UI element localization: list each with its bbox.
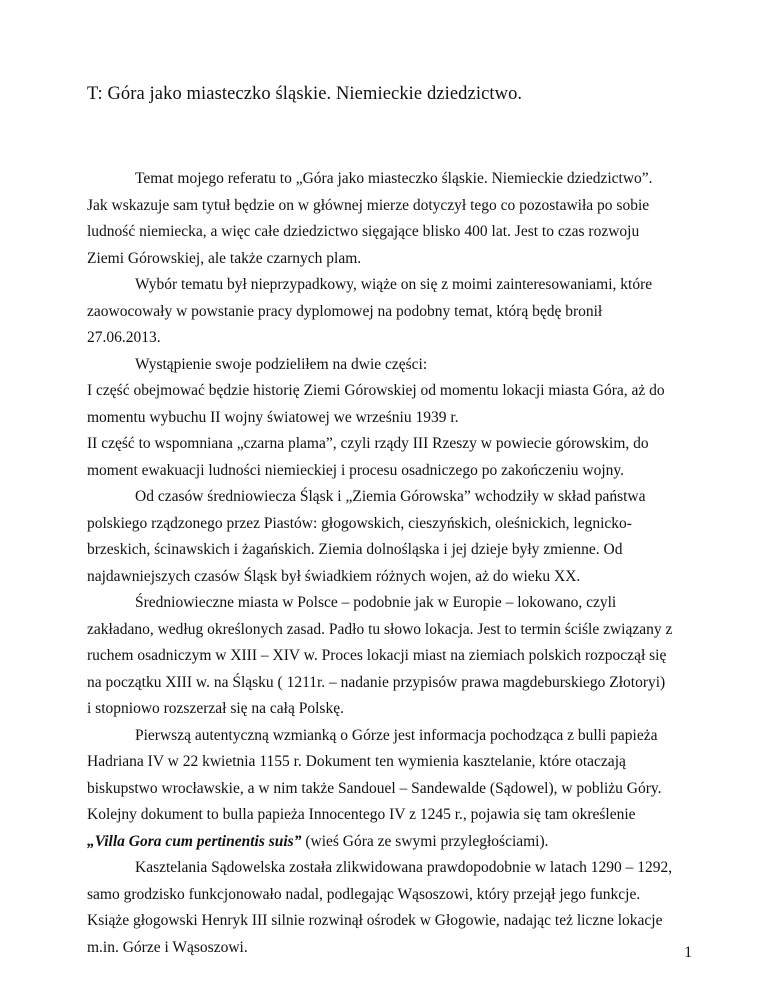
text-line: Kolejny dokument to bulla papieża Innocentego IV z 1245 r., pojawia się tam określenie [87,806,636,823]
text-line: ludność niemiecka, a więc całe dziedzictwo sięgające blisko 400 lat. Jest to czas rozwoju [87,223,640,240]
text-line: momentu wybuchu II wojny światowej we wrześniu 1939 r. [87,408,459,426]
text-line: polskiego rządzonego przez Piastów: głogowskich, cieszyńskich, oleśnickich, legnicko- [87,514,632,532]
page-number: 1 [684,944,692,961]
text-line: ruchem osadniczym w XIII – XIV w. Proces lokacji miast na ziemiach polskich rozpoczął się [87,647,667,664]
text-line: Jak wskazuje sam tytuł będzie on w głównej mierze dotyczył tego co pozostawiła po sobie [87,196,650,214]
text-line: m.in. Górze i Wąsoszowi. [87,938,248,956]
quote-translation: (wieś Góra ze swymi przyległościami). [301,832,549,850]
paragraph-first-mention [87,723,687,856]
text-line: Wystąpienie swoje podzieliłem na dwie części: [135,355,428,373]
document-title: T: Góra jako miasteczko śląskie. Niemieckie dziedzictwo. [87,84,523,104]
text-line [87,829,687,856]
text-line: moment ewakuacji ludności niemieckiej i procesu osadniczego po zakończeniu wojny. [87,461,625,479]
text-line: i stopniowo rozszerzał się na całą Polskę. [87,700,344,717]
text-line: II część to wspomniana „czarna plama”, czyli rządy III Rzeszy w powiecie górowskim, do [87,435,649,452]
text-line: I część obejmować będzie historię Ziemi Górowskiej od momentu lokacji miasta Góra, aż do [87,382,665,399]
text-line: Hadriana IV w 22 kwietnia 1155 r. Dokument ten wymienia kasztelanie, które otaczają [87,753,626,770]
text-line: brzeskich, ścinawskich i żagańskich. Ziemia dolnośląska i jej dzieje były zmienne. Od [87,541,623,558]
paragraph-location [87,590,687,723]
text-line: Kasztelania Sądowelska została zlikwidowana prawdopodobnie w latach 1290 – 1292, [135,859,673,876]
text-line: na początku XIII w. na Śląsku ( 1211r. – nadanie przypisów prawa magdeburskiego Złotoryi) [87,673,666,691]
text-line: Wybór tematu był nieprzypadkowy, wiąże on się z moimi zainteresowaniami, które [135,276,653,293]
document-body [87,166,687,961]
text-line: Od czasów średniowiecza Śląsk i „Ziemia Górowska” wchodziły w skład państwa [135,488,646,505]
text-line: najdawniejszych czasów Śląsk był świadkiem różnych wojen, aż do wieku XX. [87,567,581,585]
text-line: biskupstwo wrocławskie, a w nim także Sandouel – Sandewalde (Sądowel), w pobliżu Góry. [87,779,662,797]
text-line: Ziemi Górowskiej, ale także czarnych plam. [87,249,362,267]
paragraph-topic-choice [87,272,687,352]
paragraph-part-two [87,431,687,484]
text-line: Temat mojego referatu to „Góra jako miasteczko śląskie. Niemieckie dziedzictwo”. [135,170,653,187]
paragraph-structure [87,352,687,379]
paragraph-silesia-history [87,484,687,590]
paragraph-part-one [87,378,687,431]
text-line: samo grodzisko funkcjonowało nadal, podlegając Wąsoszowi, który przejął jego funkcje. [87,885,641,903]
text-line: Książe głogowski Henryk III silnie rozwinął ośrodek w Głogowie, nadając też liczne lokacje [87,912,663,929]
paragraph-intro [87,166,687,272]
latin-quote: „Villa Gora cum pertinentis suis” [87,832,302,850]
text-line: Pierwszą autentyczną wzmianką o Górze jest informacja pochodząca z bulli papieża [135,726,658,744]
text-line: 27.06.2013. [87,329,161,346]
text-line: zakładano, według określonych zasad. Padło tu słowo lokacja. Jest to termin ściśle związany z [87,620,673,638]
paragraph-castellany [87,855,687,961]
text-line: Średniowieczne miasta w Polsce – podobnie jak w Europie – lokowano, czyli [135,594,617,611]
text-line: zaowocowały w powstanie pracy dyplomowej na podobny temat, którą będę bronił [87,302,603,320]
